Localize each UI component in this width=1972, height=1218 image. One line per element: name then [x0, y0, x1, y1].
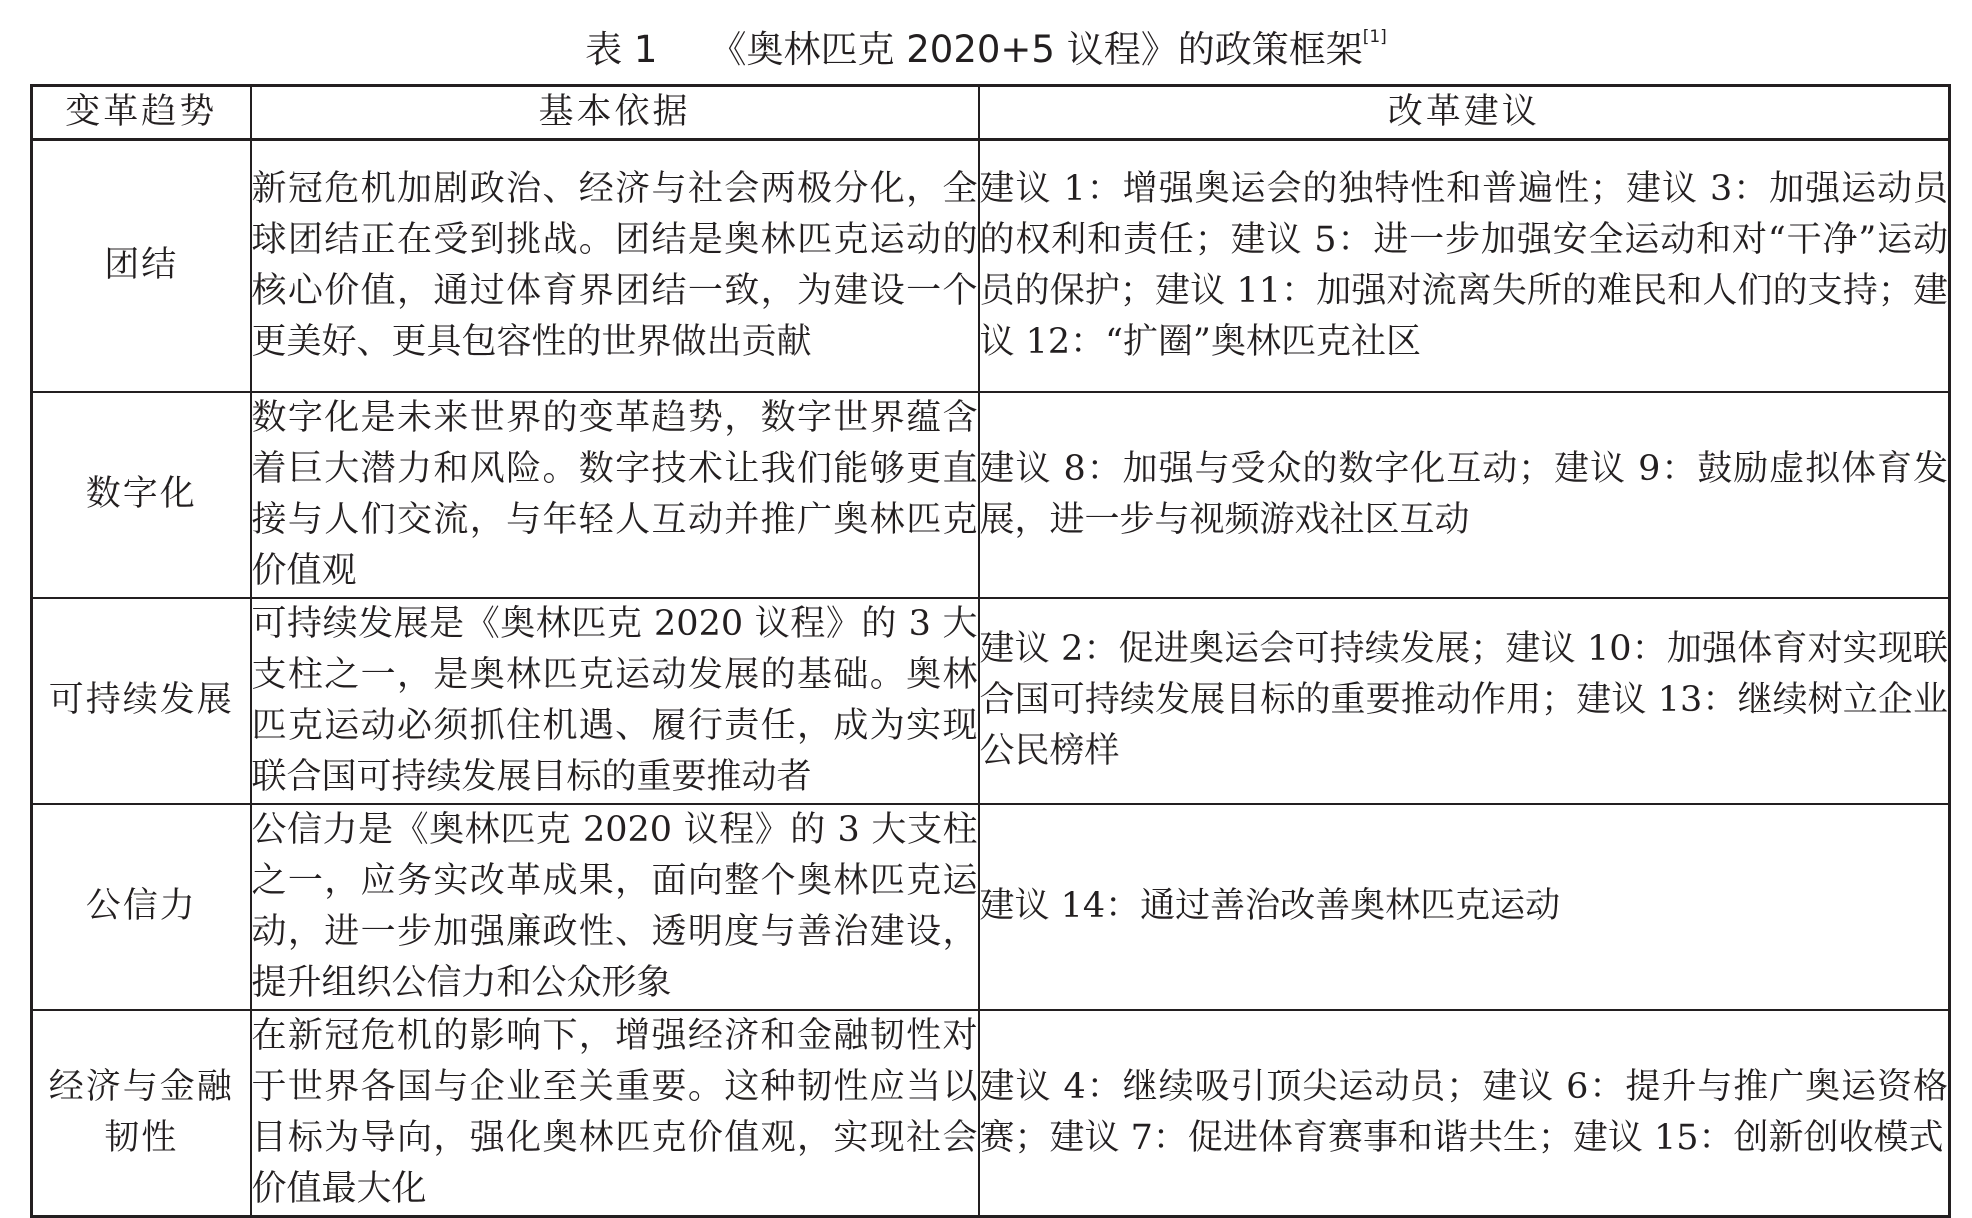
table-row [32, 1010, 1950, 1217]
header-basis: 基本依据 [251, 86, 979, 140]
trend-cell: 数字化 [32, 392, 251, 598]
basis-cell: 可持续发展是《奥林匹克 2020 议程》的 3 大支柱之一，是奥林匹克运动发展的基础。奥林匹克运动必须抓住机遇、履行责任，成为实现联合国可持续发展目标的重要推动者 [251, 598, 979, 804]
advice-cell: 建议 1：增强奥运会的独特性和普遍性；建议 3：加强运动员的权利和责任；建议 5：进一步加强安全运动和对“干净”运动员的保护；建议 11：加强对流离失所的难民和人们的支持；建议 12：“扩圈”奥林匹克社区 [979, 140, 1950, 392]
trend-cell: 团结 [32, 140, 251, 392]
basis-cell: 在新冠危机的影响下，增强经济和金融韧性对于世界各国与企业至关重要。这种韧性应当以目标为导向，强化奥林匹克价值观，实现社会价值最大化 [251, 1010, 979, 1217]
table-row [32, 804, 1950, 1010]
advice-cell: 建议 8：加强与受众的数字化互动；建议 9：鼓励虚拟体育发展，进一步与视频游戏社区互动 [979, 392, 1950, 598]
header-trend: 变革趋势 [32, 86, 251, 140]
basis-cell: 新冠危机加剧政治、经济与社会两极分化，全球团结正在受到挑战。团结是奥林匹克运动的核心价值，通过体育界团结一致，为建设一个更美好、更具包容性的世界做出贡献 [251, 140, 979, 392]
policy-framework-table [30, 84, 1951, 1218]
trend-cell: 可持续发展 [32, 598, 251, 804]
trend-cell: 公信力 [32, 804, 251, 1010]
basis-cell: 公信力是《奥林匹克 2020 议程》的 3 大支柱之一，应务实改革成果，面向整个奥林匹克运动，进一步加强廉政性、透明度与善治建设，提升组织公信力和公众形象 [251, 804, 979, 1010]
reference-marker: [1] [1362, 27, 1387, 47]
table-row [32, 392, 1950, 598]
table-row [32, 598, 1950, 804]
table-caption [0, 20, 1972, 80]
trend-cell: 经济与金融韧性 [32, 1010, 251, 1217]
advice-cell: 建议 2：促进奥运会可持续发展；建议 10：加强体育对实现联合国可持续发展目标的重要推动作用；建议 13：继续树立企业公民榜样 [979, 598, 1950, 804]
table-title: 《奥林匹克 2020+5 议程》的政策框架 [709, 28, 1363, 71]
advice-cell: 建议 4：继续吸引顶尖运动员；建议 6：提升与推广奥运资格赛；建议 7：促进体育赛事和谐共生；建议 15：创新创收模式 [979, 1010, 1950, 1217]
table-row [32, 140, 1950, 392]
header-advice: 改革建议 [979, 86, 1950, 140]
table-header-row [32, 86, 1950, 140]
table-number: 表 1 [585, 28, 658, 71]
advice-cell: 建议 14：通过善治改善奥林匹克运动 [979, 804, 1950, 1010]
basis-cell: 数字化是未来世界的变革趋势，数字世界蕴含着巨大潜力和风险。数字技术让我们能够更直接与人们交流，与年轻人互动并推广奥林匹克价值观 [251, 392, 979, 598]
